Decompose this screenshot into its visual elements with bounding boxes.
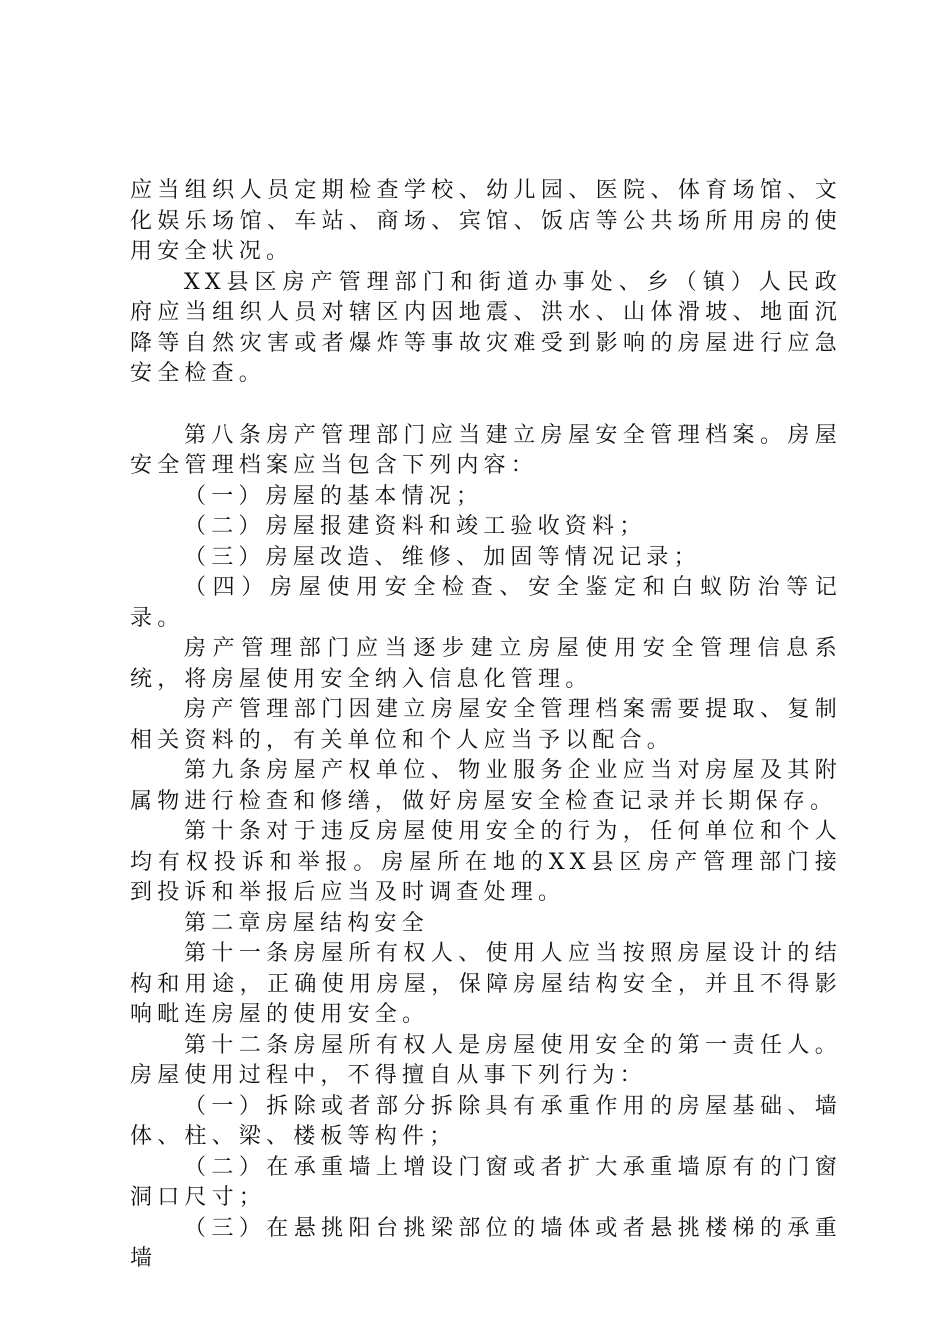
article-10: 第十条对于违反房屋使用安全的行为，任何单位和个人均有权投诉和举报。房屋所在地的XX县区房产管理部门接到投诉和举报后应当及时调查处理。: [130, 819, 842, 905]
paragraph: 房产管理部门因建立房屋安全管理档案需要提取、复制相关资料的，有关单位和个人应当予以配合。: [130, 697, 842, 753]
list-item: （四）房屋使用安全检查、安全鉴定和白蚁防治等记录。: [130, 575, 842, 631]
chapter-heading: 第二章房屋结构安全: [184, 910, 429, 936]
list-item: （二）房屋报建资料和竣工验收资料；: [184, 514, 647, 539]
article-8: 第八条房产管理部门应当建立房屋安全管理档案。房屋安全管理档案应当包含下列内容：: [130, 422, 842, 478]
article-12: 第十二条房屋所有权人是房屋使用安全的第一责任人。房屋使用过程中，不得擅自从事下列行为：: [130, 1032, 842, 1088]
paragraph: XX县区房产管理部门和街道办事处、乡（镇）人民政府应当组织人员对辖区内因地震、洪水、山体滑坡、地面沉降等自然灾害或者爆炸等事故灾难受到影响的房屋进行应急安全检查。: [130, 269, 842, 386]
article-11: 第十一条房屋所有权人、使用人应当按照房屋设计的结构和用途，正确使用房屋，保障房屋结构安全，并且不得影响毗连房屋的使用安全。: [130, 941, 842, 1027]
list-item: （一）拆除或者部分拆除具有承重作用的房屋基础、墙体、柱、梁、楼板等构件；: [130, 1093, 842, 1149]
article-9: 第九条房屋产权单位、物业服务企业应当对房屋及其附属物进行检查和修缮，做好房屋安全检查记录并长期保存。: [130, 758, 842, 814]
list-item: （三）在悬挑阳台挑梁部位的墙体或者悬挑楼梯的承重墙: [130, 1215, 842, 1271]
list-item: （三）房屋改造、维修、加固等情况记录；: [184, 544, 701, 570]
paragraph-spacer: [130, 390, 842, 421]
paragraph-continued: 应当组织人员定期检查学校、幼儿园、医院、体育场馆、文化娱乐场馆、车站、商场、宾馆、饭店等公共场所用房的使用安全状况。: [130, 178, 842, 264]
paragraph: 房产管理部门应当逐步建立房屋使用安全管理信息系统，将房屋使用安全纳入信息化管理。: [130, 636, 842, 692]
document-body: [130, 176, 842, 1275]
list-item: （二）在承重墙上增设门窗或者扩大承重墙原有的门窗洞口尺寸；: [130, 1154, 842, 1210]
list-item: （一）房屋的基本情况；: [184, 483, 484, 509]
